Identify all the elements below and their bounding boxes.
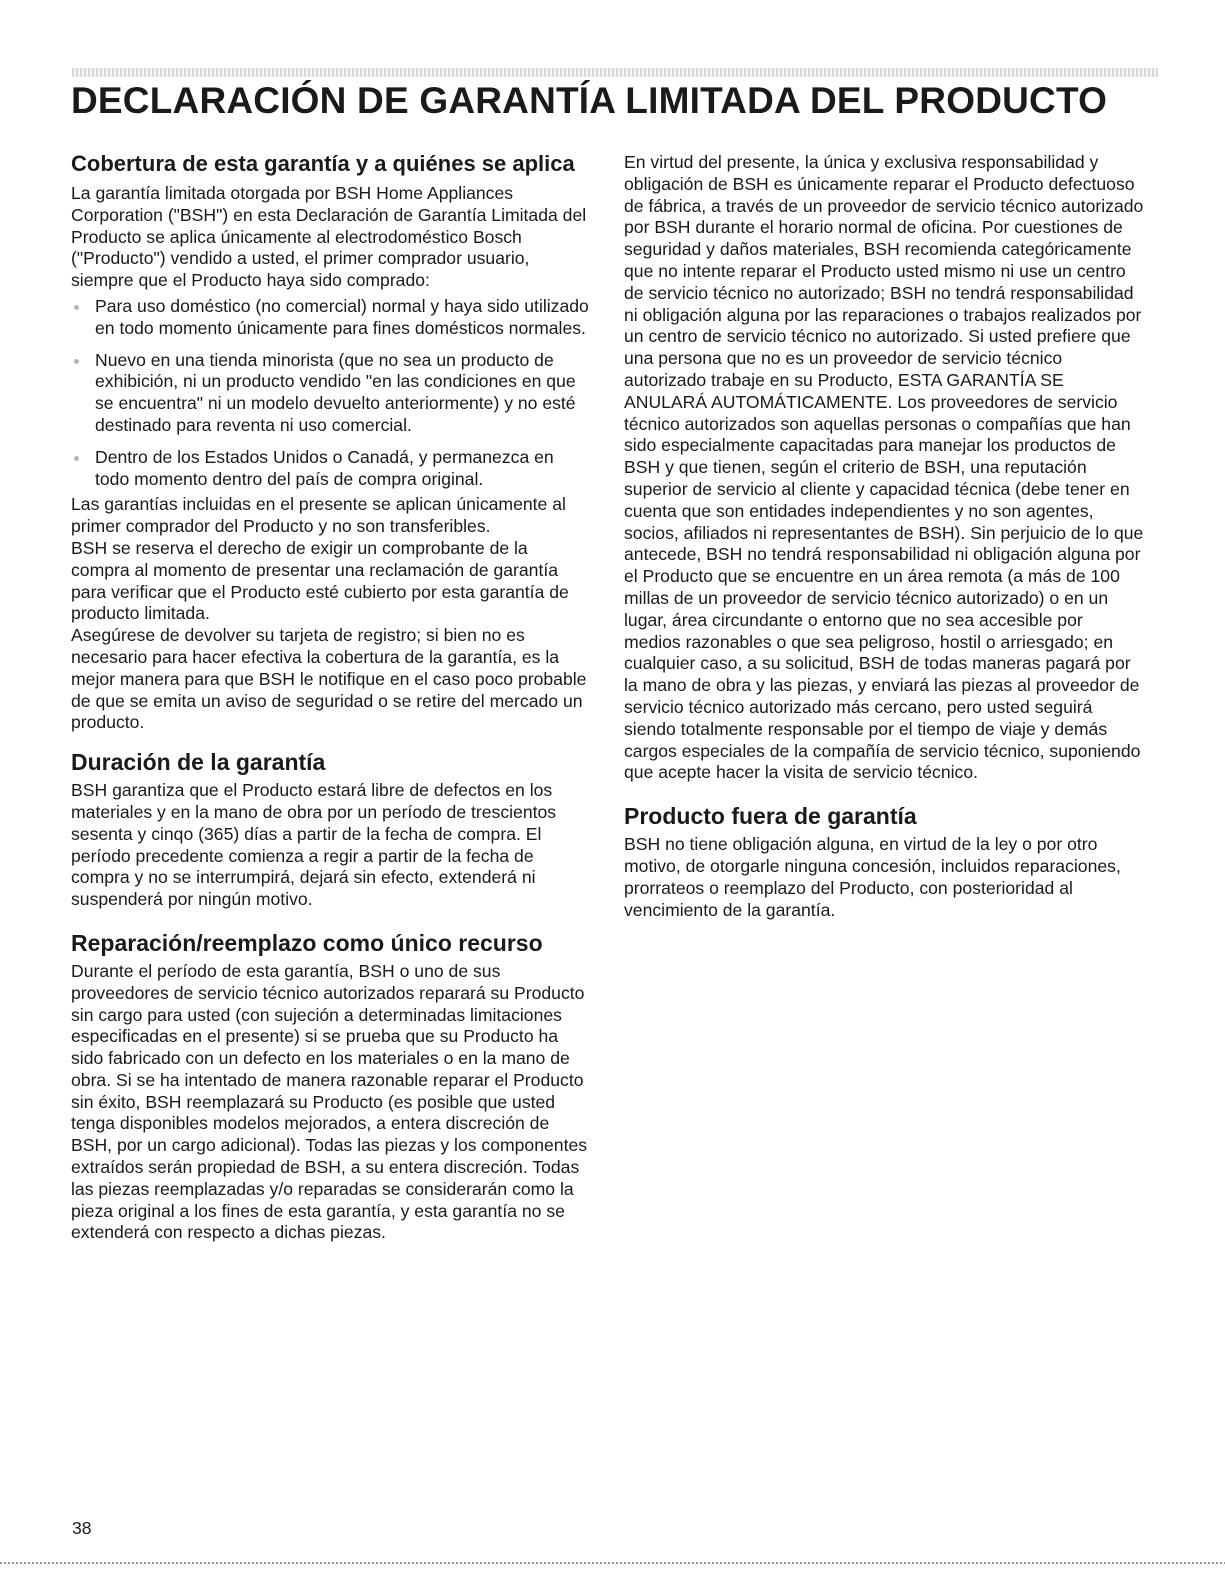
left-column	[71, 152, 591, 1244]
list-item: Dentro de los Estados Unidos o Canadá, y permanezca en todo momento dentro del país de compra original.	[95, 447, 591, 491]
page-title: DECLARACIÓN DE GARANTÍA LIMITADA DEL PRODUCTO	[71, 80, 1108, 121]
out-of-warranty-section	[624, 804, 1144, 921]
page-number: 38	[72, 1518, 92, 1538]
repair-heading: Reparación/reemplazo como único recurso	[71, 929, 543, 956]
coverage-section	[71, 152, 591, 734]
coverage-intro: La garantía limitada otorgada por BSH Home Appliances Corporation ("BSH") en esta Declaración de Garantía Limitada del Producto se aplica únicamente al electrodoméstico Bosch ("Producto") vendido a usted, el primer comprador usuario, siempre que el Producto haya sido comprado:	[71, 183, 587, 291]
registration-paragraph: Asegúrese de devolver su tarjeta de registro; si bien no es necesario para hacer efectiva la cobertura de la garantía, es la mejor manera para que BSH le notifique en el caso poco probable de que se emita un aviso de seguridad o se retire del mercado un producto.	[71, 625, 587, 733]
top-decorative-rule	[72, 68, 1158, 77]
exclusive-remedy-paragraph: En virtud del presente, la única y exclusiva responsabilidad y obligación de BSH es únicamente reparar el Producto defectuoso de fábrica, a través de un proveedor de servicio técnico autorizado por BSH durante el horario normal de oficina. Por cuestiones de seguridad y daños materiales, BSH recomienda categóricamente que no intente reparar el Producto usted mismo ni use un centro de servicio técnico no autorizado; BSH no tendrá responsabilidad ni obligación alguna por las reparaciones o trabajos realizados por un centro de servicio técnico no autorizado. Si usted prefiere que una persona que no es un proveedor de servicio técnico autorizado trabaje en su Producto, ESTA GARANTÍA SE ANULARÁ AUTOMÁTICAMENTE. Los proveedores de servicio técnico autorizados son aquellas personas o compañías que han sido especialmente capacitadas para manejar los productos de BSH y que tienen, según el criterio de BSH, una reputación superior de servicio al cliente y capacidad técnica (debe tener en cuenta que son entidades independientes y no son agentes, socios, afiliados ni representantes de BSH). Sin perjuicio de lo que antecede, BSH no tendrá responsabilidad ni obligación alguna por el Producto que se encuentre en un área remota (a más de 100 millas de un proveedor de servicio técnico autorizado) o en un lugar, área circundante o entorno que no sea accesible por medios razonables o que sea peligroso, hostil o arriesgado; en cualquier caso, a su solicitud, BSH de todas maneras pagará por la mano de obra y las piezas, y enviará las piezas al proveedor de servicio técnico autorizado más cercano, pero usted seguirá siendo totalmente responsable por el tiempo de viaje y demás cargos especiales de la compañía de servicio técnico, suponiendo que acepte hacer la visita de servicio técnico.	[624, 152, 1144, 783]
out-of-warranty-heading: Producto fuera de garantía	[624, 803, 917, 830]
bottom-decorative-rule	[0, 1562, 1225, 1564]
right-column	[624, 152, 1144, 921]
duration-heading: Duración de la garantía	[71, 749, 326, 776]
list-item: Para uso doméstico (no comercial) normal y haya sido utilizado en todo momento únicamente para fines domésticos normales.	[95, 296, 591, 340]
duration-section	[71, 750, 591, 911]
transferability-paragraph: Las garantías incluidas en el presente se aplican únicamente al primer comprador del Producto y no son transferibles.	[71, 494, 566, 537]
duration-body: BSH garantiza que el Producto estará libre de defectos en los materiales y en la mano de obra por un período de trescientos sesenta y cinqo (365) días a partir de la fecha de compra. El período precedente comienza a regir a partir de la fecha de compra y no se interrumpirá, dejará sin efecto, extenderá ni suspenderá por ningún motivo.	[71, 780, 557, 910]
list-item: Nuevo en una tienda minorista (que no sea un producto de exhibición, ni un producto vendido "en las condiciones en que se encuentra" ni un modelo devuelto anteriormente) y no esté destinado para reventa ni uso comercial.	[95, 350, 591, 437]
coverage-conditions-list	[71, 296, 591, 490]
proof-of-purchase-paragraph: BSH se reserva el derecho de exigir un comprobante de la compra al momento de presentar una reclamación de garantía para verificar que el Producto esté cubierto por esta garantía de producto limitada.	[71, 537, 569, 624]
out-of-warranty-body: BSH no tiene obligación alguna, en virtud de la ley o por otro motivo, de otorgarle ninguna concesión, incluidos reparaciones, prorrateos o reemplazo del Producto, con posterioridad al vencimiento de la garantía.	[624, 834, 1121, 920]
repair-body: Durante el período de esta garantía, BSH o uno de sus proveedores de servicio técnico autorizados reparará su Producto sin cargo para usted (con sujeción a determinadas limitaciones especificadas en el presente) si se prueba que su Producto ha sido fabricado con un defecto en los materiales o en la mano de obra. Si se ha intentado de manera razonable reparar el Producto sin éxito, BSH reemplazará su Producto (es posible que usted tenga disponibles modelos mejorados, a entera discreción de BSH, por un cargo adicional). Todas las piezas y los componentes extraídos serán propiedad de BSH, a su entera discreción. Todas las piezas reemplazadas y/o reparadas se considerarán como la pieza original a los fines de esta garantía, y esta garantía no se extenderá con respecto a dichas piezas.	[71, 960, 588, 1243]
coverage-heading: Cobertura de esta garantía y a quiénes se aplica	[71, 151, 575, 176]
repair-section	[71, 931, 591, 1244]
